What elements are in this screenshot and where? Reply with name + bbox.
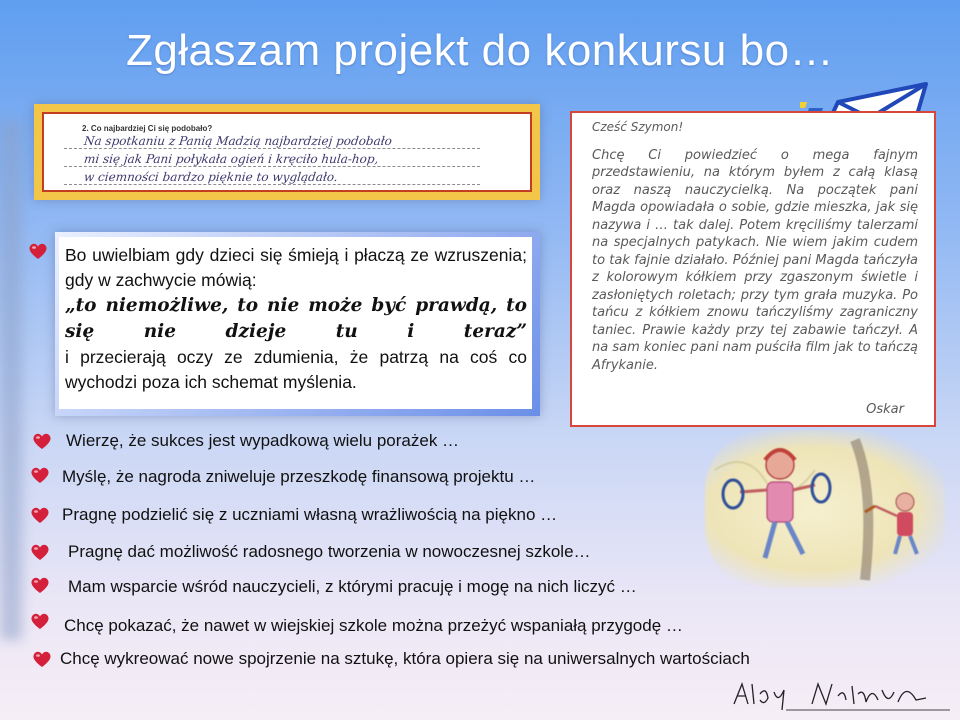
quote-text: [65, 243, 527, 395]
handwritten-line: mi się jak Pani połykała ogień i kręciło hula-hop,: [83, 152, 380, 166]
letter-signature: Oskar: [866, 402, 904, 417]
child-drawing: [705, 430, 945, 588]
scan-rule: [64, 148, 480, 149]
quote-emphasis: „to niemożliwe, to nie może być prawdą, to się nie dzieje tu i teraz”: [65, 295, 527, 342]
handwritten-line: Na spotkaniu z Panią Madzią najbardziej podobało: [83, 134, 393, 148]
scan-rule: [64, 184, 480, 185]
scanned-survey-answer: [34, 104, 540, 200]
quote-panel: [59, 237, 532, 409]
page-title: Zgłaszam projekt do konkursu bo…: [125, 26, 835, 75]
letter-body: Chcę Ci powiedzieć o mega fajnym przedstawieniu, na którym byłem z całą klasą oraz naszą nauczycielką. Na początek pani Magda opowiadała o sobie, gdzie mieszka, jak się nazywa i … tak dalej. Potem kręciliśmy talerzami na specjalnych patykach. Nie wiem jakim cudem to tak fajnie działało. Później pani Magda tańczyła z kolorowym kółkiem przy zgaszonym świetle i zasłoniętych roletach; przy tym grała muzyka. Po tańcu z kółkiem znowu tańczyliśmy zagraniczny taniec. Prawie każdy przy tej zabawie tańczył. A na sam koniec pani nam puściła film jak to tańczą Afrykanie.: [592, 147, 919, 373]
bullet-item: Chcę pokazać, że nawet w wiejskiej szkole można przeżyć wspaniałą przygodę …: [64, 616, 683, 635]
bullet-item: Chcę wykreować nowe spojrzenie na sztukę, która opiera się na uniwersalnych wartościach: [60, 649, 750, 668]
drawing-figures: [705, 430, 945, 588]
bullet-item: Wierzę, że sukces jest wypadkową wielu porażek …: [66, 431, 460, 450]
left-edge-shadow: [0, 120, 22, 640]
heart-icon: [30, 576, 50, 594]
heart-icon: [30, 543, 50, 561]
quote-intro: Bo uwielbiam gdy dzieci się śmieją i płaczą ze wzruszenia; gdy w zachwycie mówią:: [65, 245, 527, 290]
scan-question: 2. Co najbardziej Ci się podobało?: [82, 124, 213, 133]
letter-text: [592, 119, 918, 374]
quote-outro: i przecierają oczy ze zdumienia, że patrzą na coś co wychodzi poza ich schemat myślenia.: [65, 347, 527, 392]
heart-icon: [30, 466, 50, 484]
heart-icon: [32, 650, 52, 668]
bullet-item: Pragnę dać możliwość radosnego tworzenia w nowoczesnej szkole…: [68, 542, 591, 561]
letter-greeting: Cześć Szymon!: [592, 120, 684, 134]
heart-icon: [30, 506, 50, 524]
scan-paper: [42, 112, 532, 192]
bullet-item: Myślę, że nagroda zniweluje przeszkodę finansową projektu …: [62, 467, 536, 486]
bullet-item: Mam wsparcie wśród nauczycieli, z którymi pracuję i mogę na nich liczyć …: [68, 577, 637, 596]
heart-icon: [32, 432, 52, 450]
handwritten-signature: [726, 676, 954, 716]
heart-icon: [28, 242, 48, 260]
heart-icon: [30, 612, 50, 630]
quote-box: [55, 232, 540, 416]
scan-rule: [64, 166, 480, 167]
handwritten-line: w ciemności bardzo pięknie to wyglądało.: [83, 170, 339, 184]
bullet-item: Pragnę podzielić się z uczniami własną wrażliwością na piękno …: [62, 505, 558, 524]
letter-card: [570, 111, 936, 427]
